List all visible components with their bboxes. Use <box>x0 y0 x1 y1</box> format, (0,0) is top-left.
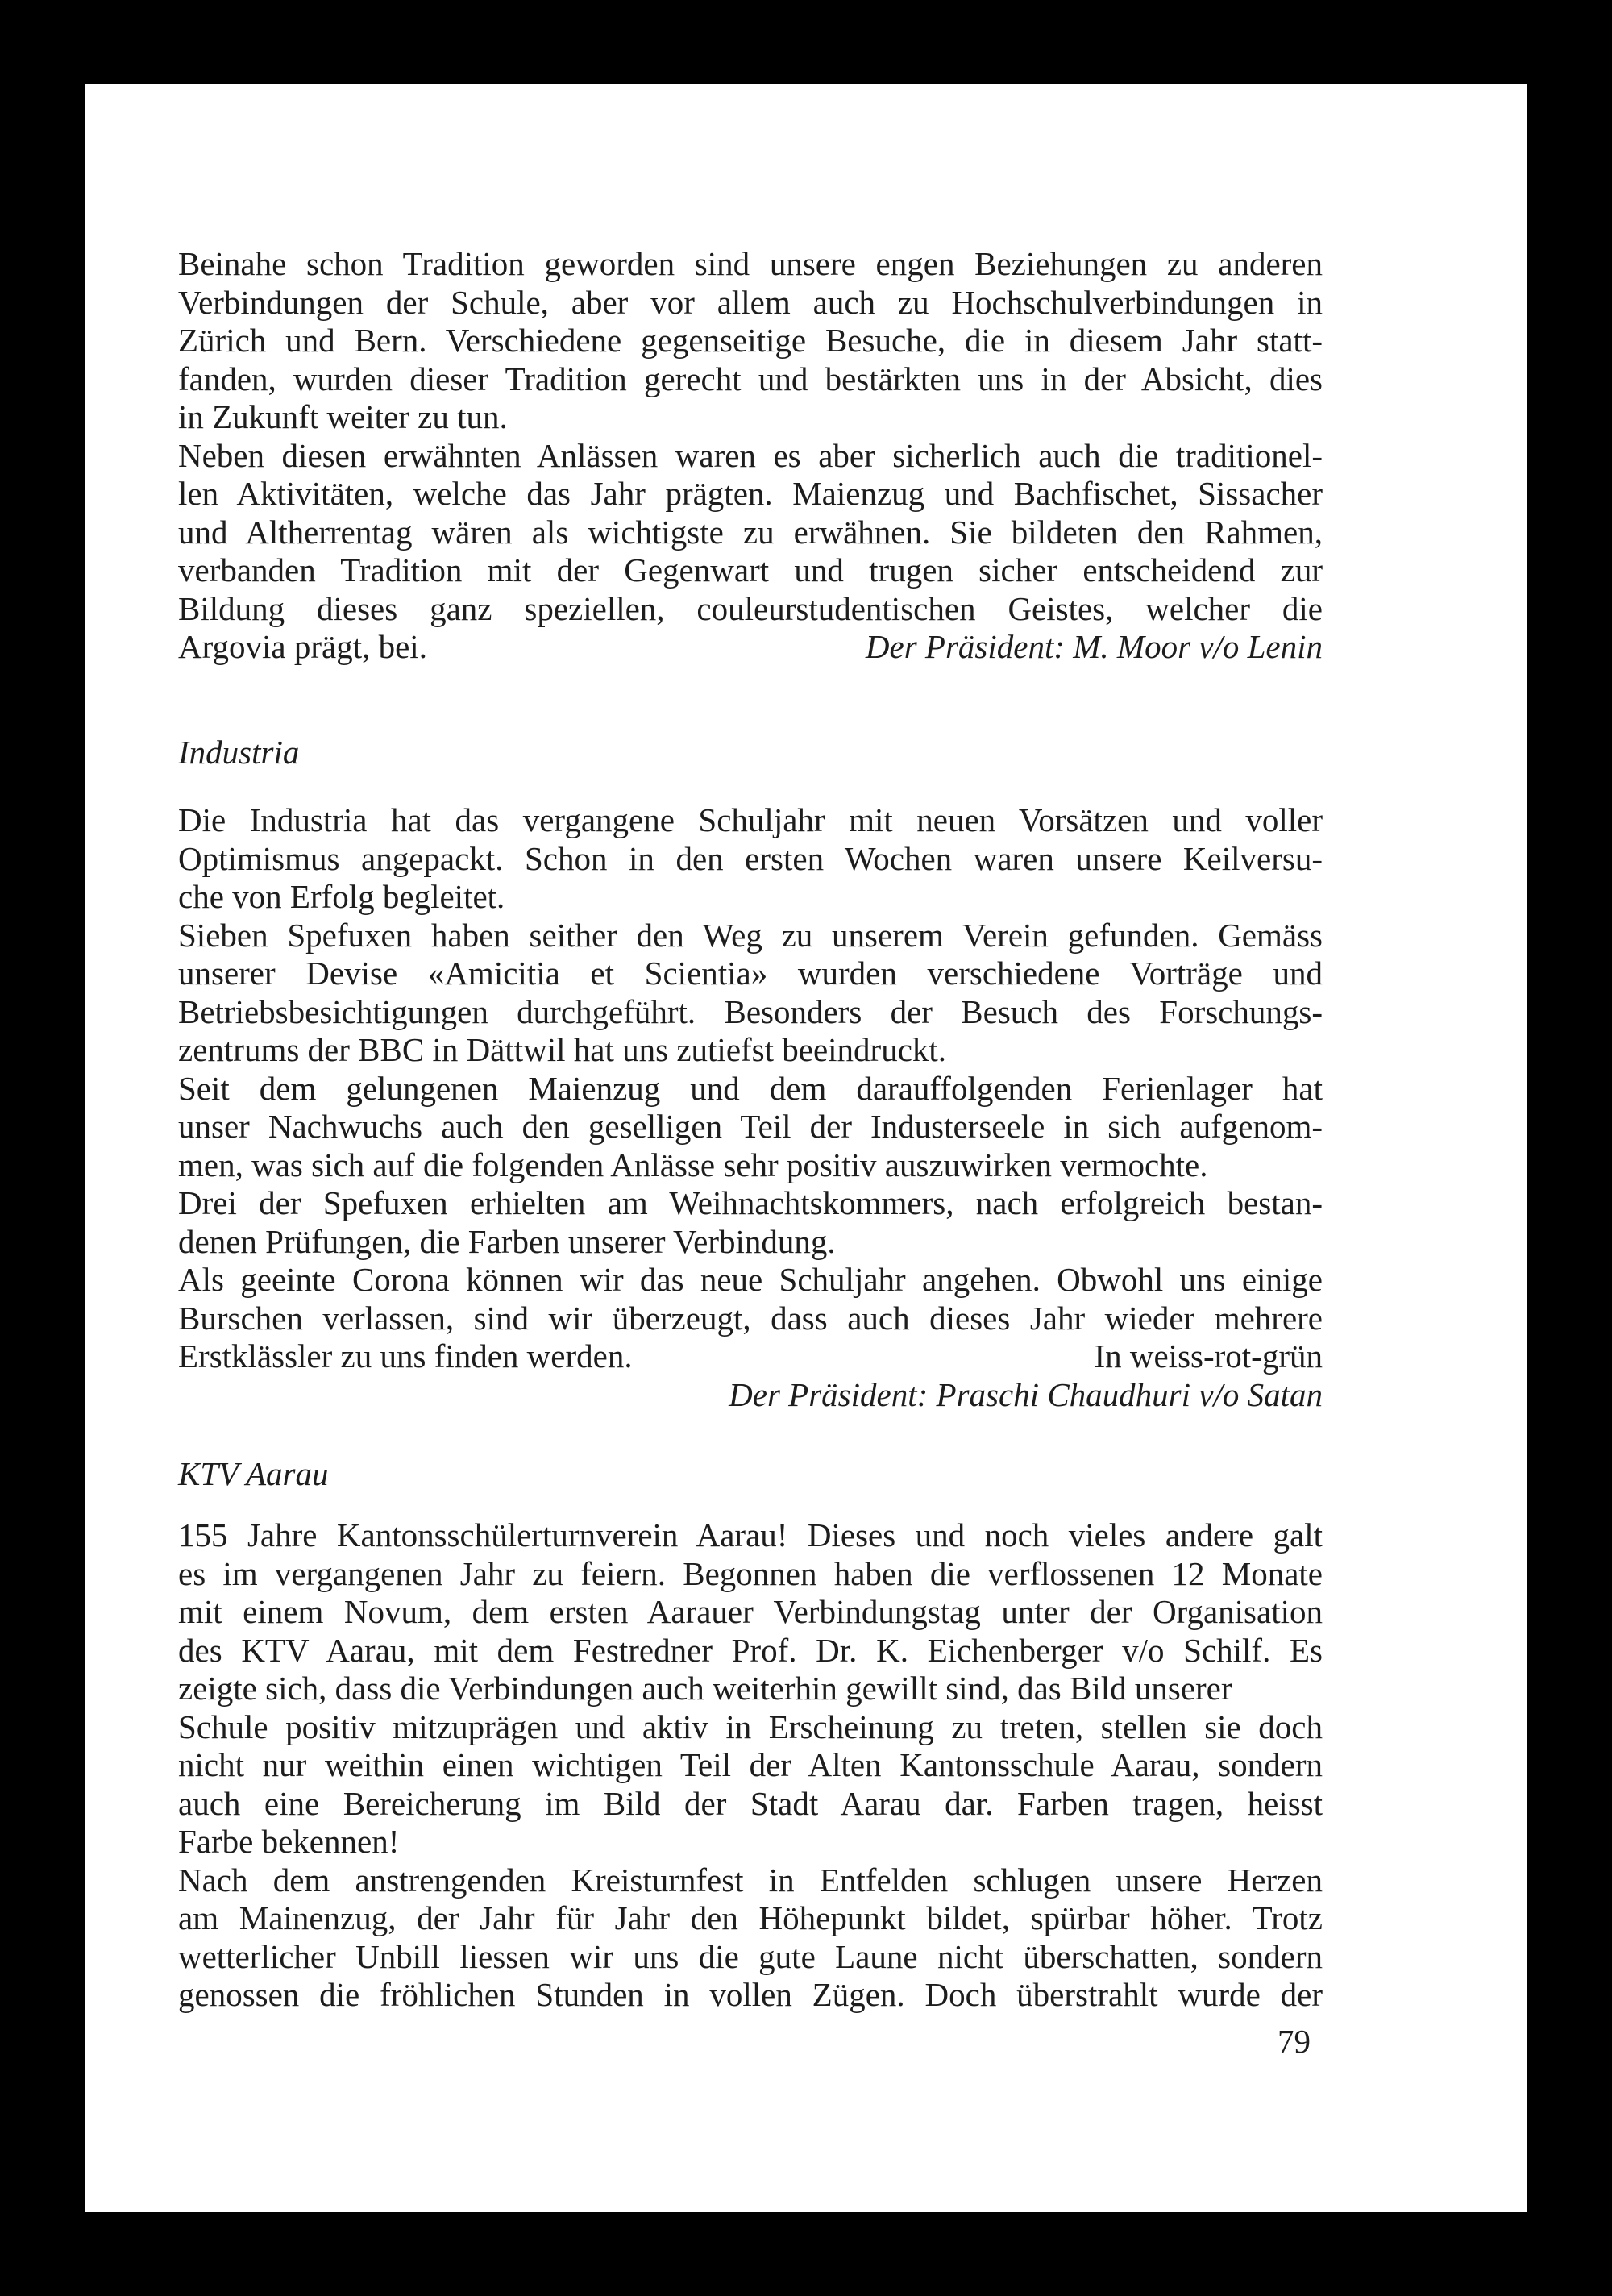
page-number: 79 <box>1278 2023 1311 2060</box>
text-line: Burschen verlassen, sind wir überzeugt, dass auch dieses Jahr wieder mehrere <box>178 1299 1323 1337</box>
ktv-section <box>178 1516 1323 2015</box>
text-line: Schule positiv mitzuprägen und aktiv in Erscheinung zu treten, stellen sie doch <box>178 1707 1323 1745</box>
argovia-closing-text: Argovia prägt, bei. <box>178 628 427 665</box>
text-line: genossen die fröhlichen Stunden in vollen Zügen. Doch überstrahlt wurde der <box>178 1976 1323 2013</box>
argovia-last-line <box>178 628 1323 667</box>
text-line: unser Nachwuchs auch den geselligen Teil der Industerseele in sich aufgenom- <box>178 1108 1323 1145</box>
text-line: es im vergangenen Jahr zu feiern. Begonnen haben die verflossenen 12 Monate <box>178 1554 1323 1592</box>
book-page <box>85 84 1527 2212</box>
text-line: und Altherrentag wären als wichtigste zu erwähnen. Sie bildeten den Rahmen, <box>178 513 1323 551</box>
text-line: len Aktivitäten, welche das Jahr prägten. Maienzug und Bachfischet, Sissacher <box>178 475 1323 512</box>
text-line: zeigte sich, dass die Verbindungen auch weiterhin gewillt sind, das Bild unserer <box>178 1670 1232 1707</box>
industria-closing-text: Erstklässler zu uns finden werden. <box>178 1337 633 1375</box>
text-line: 155 Jahre Kantonsschülerturnverein Aarau! Dieses und noch vieles andere galt <box>178 1516 1323 1554</box>
argovia-section <box>178 245 1323 667</box>
text-line: Die Industria hat das vergangene Schuljahr mit neuen Vorsätzen und voller <box>178 801 1323 838</box>
text-line: Verbindungen der Schule, aber vor allem auch zu Hochschulverbindungen in <box>178 283 1323 321</box>
ktv-paragraph <box>178 1516 1323 2015</box>
ktv-heading: KTV Aarau <box>178 1455 329 1492</box>
text-line: Betriebsbesichtigungen durchgeführt. Besonders der Besuch des Forschungs- <box>178 992 1323 1030</box>
industria-heading: Industria <box>178 734 300 771</box>
industria-last-line <box>178 1337 1323 1376</box>
text-line: Drei der Spefuxen erhielten am Weihnachtskommers, nach erfolgreich bestan- <box>178 1184 1323 1221</box>
text-line: Bildung dieses ganz speziellen, couleurstudentischen Geistes, welcher die <box>178 589 1323 627</box>
industria-paragraph <box>178 801 1323 1337</box>
text-line: Sieben Spefuxen haben seither den Weg zu unserem Verein gefunden. Gemäss <box>178 916 1323 954</box>
text-line: Optimismus angepackt. Schon in den ersten Wochen waren unsere Keilversu- <box>178 839 1323 877</box>
text-line: Zürich und Bern. Verschiedene gegenseitige Besuche, die in diesem Jahr statt- <box>178 322 1323 359</box>
text-line: mit einem Novum, dem ersten Aarauer Verbindungstag unter der Organisation <box>178 1593 1323 1630</box>
text-line: auch eine Bereicherung im Bild der Stadt Aarau dar. Farben tragen, heisst <box>178 1784 1323 1822</box>
text-line: fanden, wurden dieser Tradition gerecht und bestärkten uns in der Absicht, dies <box>178 360 1323 397</box>
text-line: che von Erfolg begleitet. <box>178 878 505 915</box>
text-line: nicht nur weithin einen wichtigen Teil der Alten Kantonsschule Aarau, sondern <box>178 1746 1323 1783</box>
text-line: Als geeinte Corona können wir das neue Schuljahr angehen. Obwohl uns einige <box>178 1261 1323 1298</box>
text-line: denen Prüfungen, die Farben unserer Verbindung. <box>178 1222 836 1260</box>
industria-section <box>178 801 1323 1414</box>
text-line: Beinahe schon Tradition geworden sind unsere engen Beziehungen zu anderen <box>178 245 1323 282</box>
text-line: zentrums der BBC in Dättwil hat uns zutiefst beeindruckt. <box>178 1031 947 1068</box>
text-line: des KTV Aarau, mit dem Festredner Prof. Dr. K. Eichenberger v/o Schilf. Es <box>178 1631 1323 1669</box>
text-line: unserer Devise «Amicitia et Scientia» wurden verschiedene Vorträge und <box>178 955 1323 992</box>
text-line: am Mainenzug, der Jahr für Jahr den Höhepunkt bildet, spürbar höher. Trotz <box>178 1899 1323 1936</box>
text-line: Neben diesen erwähnten Anlässen waren es aber sicherlich auch die traditionel- <box>178 436 1323 474</box>
text-line: men, was sich auf die folgenden Anlässe sehr positiv auszuwirken vermochte. <box>178 1146 1208 1183</box>
text-line: Seit dem gelungenen Maienzug und dem darauffolgenden Ferienlager hat <box>178 1069 1323 1107</box>
industria-signature: Der Präsident: Praschi Chaudhuri v/o Satan <box>729 1375 1323 1413</box>
text-line: Farbe bekennen! <box>178 1823 400 1860</box>
text-line: Nach dem anstrengenden Kreisturnfest in Entfelden schlugen unsere Herzen <box>178 1861 1323 1899</box>
text-line: wetterlicher Unbill liessen wir uns die gute Laune nicht überschatten, sondern <box>178 1937 1323 1975</box>
industria-greeting: In weiss-rot-grün <box>1094 1337 1323 1375</box>
argovia-signature: Der Präsident: M. Moor v/o Lenin <box>865 628 1323 665</box>
text-line: in Zukunft weiter zu tun. <box>178 398 508 435</box>
argovia-paragraph <box>178 245 1323 628</box>
text-line: verbanden Tradition mit der Gegenwart und trugen sicher entscheidend zur <box>178 551 1323 589</box>
